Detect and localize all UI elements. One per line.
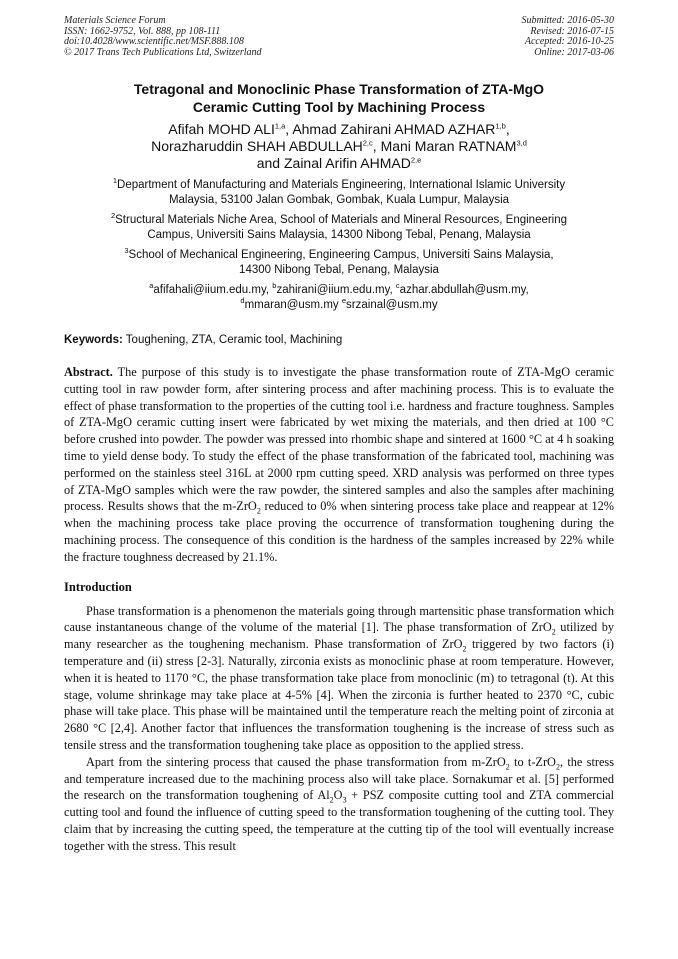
author-name: and Zainal Arifin AHMAD bbox=[256, 155, 411, 171]
subscript: 2 bbox=[256, 506, 261, 516]
subscript: 2 bbox=[551, 627, 556, 637]
text-run: O bbox=[333, 788, 343, 803]
email-link[interactable]: zahirani@iium.edu.my, bbox=[276, 284, 393, 296]
introduction-body bbox=[64, 603, 614, 855]
keywords-label: Keywords: bbox=[64, 334, 123, 346]
dates-info bbox=[522, 16, 615, 58]
author-name: Ahmad Zahirani AHMAD AZHAR bbox=[292, 121, 496, 137]
author-name: Norazharuddin SHAH ABDULLAH bbox=[151, 138, 363, 154]
abstract-text: reduced to 0% when sintering process take place and reappear at 12% when the machining process take place proving the occurrence of transformation toughening during the machining process. The consequence of this condition is the hardness of the samples increased by 22% while the fracture toughness decreased by 21.1%. bbox=[64, 499, 614, 564]
title-line: Ceramic Cutting Tool by Machining Process bbox=[192, 99, 486, 115]
copyright-line: © 2017 Trans Tech Publications Ltd, Switzerland bbox=[64, 46, 262, 58]
doi-line: doi:10.4028/www.scientific.net/MSF.888.108 bbox=[64, 36, 244, 47]
affiliation-line: Department of Manufacturing and Materials Engineering, International Islamic University bbox=[117, 179, 566, 191]
affiliation bbox=[64, 213, 614, 242]
revised-date: Revised: 2016-07-15 bbox=[530, 25, 614, 37]
text-run: triggered by two factors (i) temperature and (ii) stress [2-3]. Naturally, zirconia exists as monoclinic phase at room temperature. However, when it is heated to 1170 °C, the phase transformation take place from monoclinic (m) to tetragonal (t). At this stage, volume shrinkage may take place at 4-5% [4]. When the zirconia is further heated to 2370 °C, cubic phase will take place. This phase will be maintained until the temperature reach the melting point of zirconia at 2680 °C [2,4]. Another factor that influences the transformation toughening is the increase of stress such as tensile stress and the transformation toughening take place as opposition to the applied stress. bbox=[64, 637, 615, 752]
accepted-date: Accepted: 2016-10-25 bbox=[524, 36, 614, 47]
paper-page bbox=[64, 16, 614, 855]
paragraph bbox=[64, 603, 614, 754]
author-sup: 2,e bbox=[410, 155, 422, 165]
author-sup: 1,b bbox=[495, 121, 506, 131]
affiliation-sup: 3 bbox=[124, 246, 129, 256]
subscript: 2 bbox=[555, 762, 560, 772]
online-date: Online: 2017-03-06 bbox=[534, 46, 614, 58]
abstract-text: The purpose of this study is to investigate the phase transformation route of ZTA-MgO ceramic cutting tool in raw powder form, after sintering process and after machining process. This is to evaluate the effect of phase transformation to the properties of the cutting tool i.e. hardness and fracture toughness. Samples of ZTA-MgO ceramic cutting insert were fabricated by wet mixing the materials, and then dried at 100 °C before crushed into powder. The powder was pressed into rhombic shape and sintered at 1600 °C at 4 h soaking time to yield dense body. To study the effect of the phase transformation of the fabricated tool, machining was performed on the stainless steel 316L at 2000 rpm cutting speed. XRD analysis was performed on three types of ZTA-MgO samples which were the raw powder, the sintered samples and also the samples after machining process. Results shows that the m-ZrO bbox=[64, 365, 614, 514]
issn-line: ISSN: 1662-9752, Vol. 888, pp 108-111 bbox=[64, 25, 221, 37]
affiliation-sup: 2 bbox=[110, 211, 116, 221]
section-heading: Introduction bbox=[64, 579, 132, 594]
author-list: Afifah MOHD ALI$^{1,a}$, Ahmad Zahirani AHMAD AZHAR$^{1,b}$, Norazharuddin SHAH ABDULLAH$^{2,c}$, Mani Maran RATNAM$^{3,d}$ and Zainal Arifin AHMAD$^{2,e}$ bbox=[151, 121, 527, 171]
keywords bbox=[64, 334, 614, 346]
journal-info bbox=[64, 16, 262, 58]
text-run: , the stress and temperature increased due to the machining process also will take place. Sornakumar et al. [5] performed the research on the transformation toughening of Al bbox=[64, 754, 615, 803]
text-run: + PSZ composite cutting tool and ZTA commercial cutting tool and found the influence of cutting speed to the transformation toughening of the cutting tool. They claim that by increasing the cutting speed, the temperature at the cutting tip of the tool will eventually increase together with the stress. This result bbox=[64, 788, 615, 853]
paragraph bbox=[64, 754, 614, 855]
affiliation-line: 14300 Nibong Tebal, Penang, Malaysia bbox=[239, 263, 439, 276]
title-line: Tetragonal and Monoclinic Phase Transformation of ZTA-MgO bbox=[133, 81, 545, 97]
email-link[interactable]: afifahali@iium.edu.my, bbox=[153, 284, 270, 296]
affiliation bbox=[64, 248, 614, 277]
author-sup: 2,c bbox=[362, 138, 373, 148]
subscript: 2 bbox=[505, 762, 510, 772]
subscript: 2 bbox=[329, 795, 334, 805]
abstract bbox=[64, 364, 614, 566]
affiliation bbox=[64, 178, 614, 207]
email-link[interactable]: srzainal@usm.my bbox=[346, 298, 438, 311]
email-link[interactable]: mmaran@usm.my bbox=[244, 298, 339, 311]
running-header bbox=[64, 16, 614, 58]
author-name: Mani Maran RATNAM bbox=[380, 138, 517, 154]
email-list: $^a$afifahali@iium.edu.my, $^b$zahirani@iium.edu.my, $^c$azhar.abdullah@usm.my, $^d$mmaran@usm.my $^e$srzainal@usm.my bbox=[149, 281, 529, 311]
author-sup: 1,a bbox=[274, 121, 286, 131]
subscript: 3 bbox=[342, 795, 347, 805]
text-run: to t-ZrO bbox=[509, 754, 556, 769]
text-run: utilized by many researcher as the toughening mechanism. Phase transformation of ZrO bbox=[64, 620, 615, 652]
subscript: 2 bbox=[462, 644, 467, 654]
affiliation-line: School of Mechanical Engineering, Engineering Campus, Universiti Sains Malaysia, bbox=[128, 249, 554, 261]
affiliation-line: Campus, Universiti Sains Malaysia, 14300 Nibong Tebal, Penang, Malaysia bbox=[147, 228, 531, 241]
text-run: Apart from the sintering process that caused the phase transformation from m-ZrO bbox=[86, 754, 506, 769]
journal-name: Materials Science Forum bbox=[64, 15, 166, 26]
keywords-text: Toughening, ZTA, Ceramic tool, Machining bbox=[125, 334, 343, 346]
abstract-label: Abstract. bbox=[64, 365, 113, 379]
text-run: Phase transformation is a phenomenon the materials going through martensitic phase transformation which cause instantaneous change of the volume of the material [1]. The phase transformation of ZrO bbox=[64, 603, 614, 635]
paper-title bbox=[64, 80, 614, 116]
email-link[interactable]: azhar.abdullah@usm.my, bbox=[399, 284, 529, 296]
submitted-date: Submitted: 2016-05-30 bbox=[521, 15, 614, 26]
affiliation-line: Malaysia, 53100 Jalan Gombak, Gombak, Kuala Lumpur, Malaysia bbox=[168, 193, 510, 206]
author-sup: 3,d bbox=[516, 138, 527, 148]
author-name: Afifah MOHD ALI bbox=[168, 121, 275, 137]
affiliation-sup: 1 bbox=[112, 176, 118, 186]
affiliation-line: Structural Materials Niche Area, School of Materials and Mineral Resources, Engineering bbox=[115, 214, 568, 226]
